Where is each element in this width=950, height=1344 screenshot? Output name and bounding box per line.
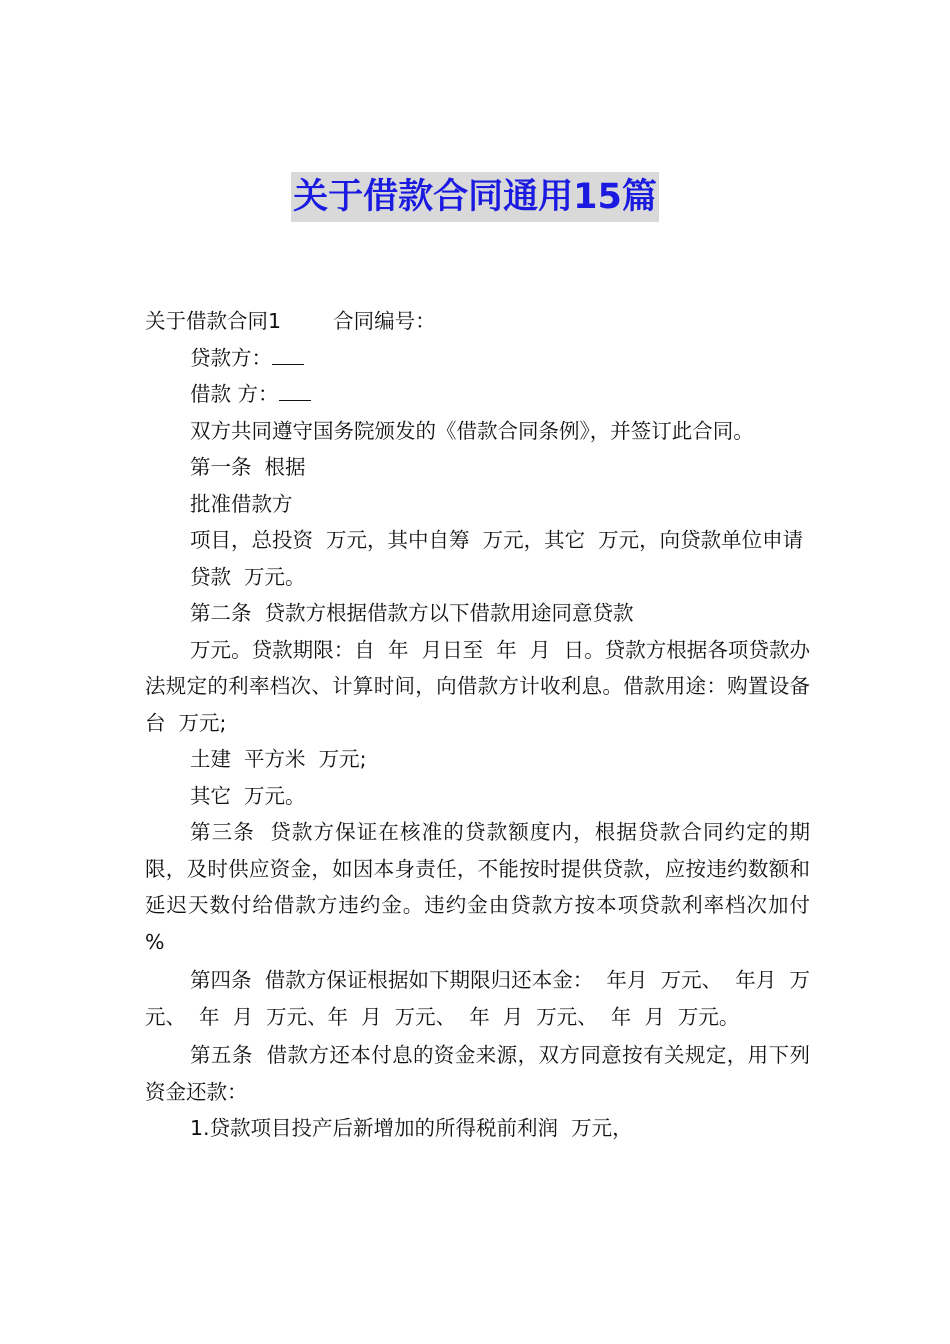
paragraph: 第三条 贷款方保证在核准的贷款额度内，根据贷款合同约定的期限，及时供应资金，如因本身责任，不能按时提供贷款，应按违约数额和延迟天数付给借款方违约金。违约金由贷款方按本项贷款利率档次加付 %	[145, 820, 824, 954]
lender-label: 贷款方：	[190, 345, 272, 370]
document-body	[145, 303, 824, 1147]
paragraph: 1.贷款项目投产后新增加的所得税前利润 万元，	[190, 1116, 633, 1140]
title-area	[0, 172, 950, 222]
document-title: 关于借款合同通用15篇	[291, 172, 659, 222]
paragraph: 土建 平方米 万元;	[190, 747, 367, 771]
paragraph: 万元。贷款期限：自 年 月日至 年 月 日。贷款方根据各项贷款办法规定的利率档次、计算时间，向借款方计收利息。借款用途：购置设备 台 万元;	[145, 637, 824, 735]
lender-blank-line	[272, 344, 304, 365]
paragraph-heading: 关于借款合同1 合同编号：	[145, 309, 436, 333]
paragraph: 第四条 借款方保证根据如下期限归还本金： 年月 万元、 年月 万元、 年 月 万元、年 月 万元、 年 月 万元、 年 月 万元。	[145, 968, 810, 1029]
paragraph: 双方共同遵守国务院颁发的《借款合同条例》，并签订此合同。	[190, 418, 754, 443]
paragraph: 第二条 贷款方根据借款方以下借款用途同意贷款	[190, 601, 634, 625]
paragraph-borrower	[145, 376, 810, 413]
paragraph: 其它 万元。	[190, 783, 306, 808]
paragraph: 第五条 借款方还本付息的资金来源，双方同意按有关规定，用下列资金还款：	[145, 1043, 810, 1104]
paragraph: 批准借款方	[190, 491, 293, 516]
borrower-label: 借款 方：	[190, 382, 279, 406]
borrower-blank-line	[279, 380, 311, 401]
paragraph: 第一条 根据	[190, 455, 306, 479]
paragraph: 贷款 万元。	[190, 564, 306, 589]
paragraph-lender	[145, 340, 810, 377]
paragraph: 项目，总投资 万元，其中自筹 万元，其它 万元，向贷款单位申请	[190, 528, 804, 552]
